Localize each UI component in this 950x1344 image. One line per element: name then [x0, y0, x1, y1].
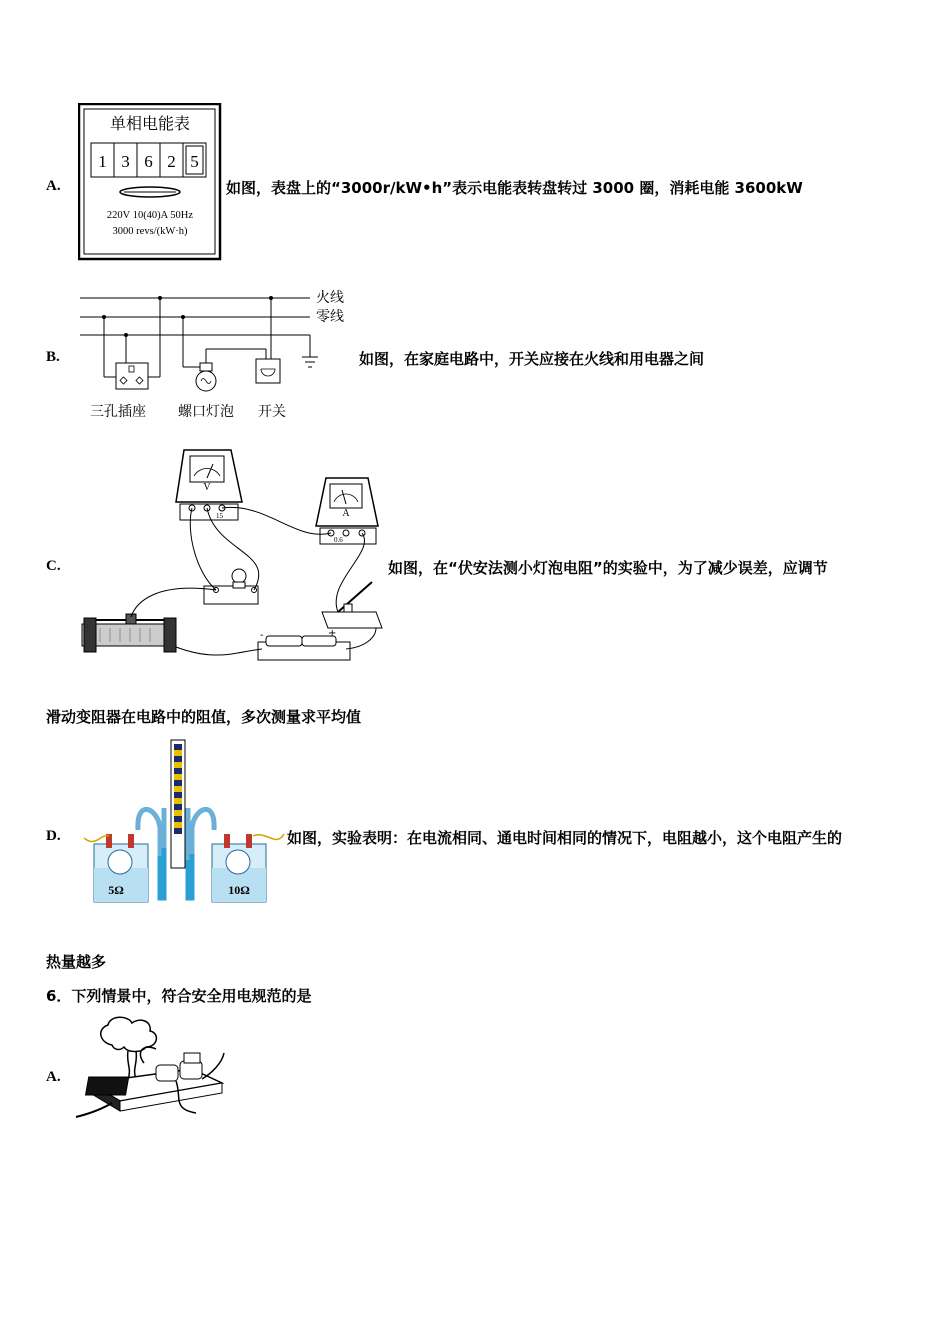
- option-a-letter: A.: [46, 178, 61, 194]
- battery-negative: -: [260, 630, 264, 641]
- ammeter-symbol: A: [342, 508, 350, 519]
- option-d-text: 如图，实验表明：在电流相同、通电时间相同的情况下，电阻越小，这个电阻产生的: [287, 829, 843, 847]
- voltammetry-circuit-figure: [76, 442, 386, 667]
- meter-digit: 1: [98, 152, 107, 171]
- option-c-letter: C.: [46, 558, 61, 574]
- voltmeter-symbol: V: [203, 482, 211, 493]
- question-6-stem: 6．下列情景中，符合安全用电规范的是: [46, 987, 312, 1005]
- option-b-text: 如图，在家庭电路中，开关应接在火线和用电器之间: [359, 350, 705, 368]
- joule-heat-experiment-figure: [76, 738, 288, 910]
- voltmeter-terminal: 15: [216, 512, 223, 520]
- option-c-text-continued: 滑动变阻器在电路中的阻值，多次测量求平均值: [46, 708, 362, 726]
- meter-spec-2: 3000 revs/(kW·h): [112, 226, 188, 237]
- socket-label: 三孔插座: [90, 404, 146, 420]
- question-6-option-a-letter: A.: [46, 1069, 61, 1085]
- battery-positive: +: [328, 628, 337, 639]
- meter-digit: 5: [190, 152, 199, 171]
- ammeter-terminal: 0.6: [334, 536, 343, 544]
- option-b-letter: B.: [46, 349, 60, 365]
- meter-digit: 6: [144, 152, 153, 171]
- resistor-left-label: 5Ω: [108, 883, 124, 897]
- switch-label: 开关: [258, 404, 286, 420]
- option-c-text: 如图，在“伏安法测小灯泡电阻”的实验中，为了减少误差，应调节: [388, 559, 828, 577]
- option-a-text: 如图，表盘上的“3000r/kW•h”表示电能表转盘转过 3000 圈，消耗电能 3600kW: [226, 179, 803, 197]
- option-d-letter: D.: [46, 828, 61, 844]
- meter-digit: 2: [167, 152, 176, 171]
- live-wire-label: 火线: [316, 290, 344, 306]
- overloaded-power-strip-figure: [72, 1013, 227, 1123]
- meter-digit: 3: [121, 152, 130, 171]
- meter-spec-1: 220V 10(40)A 50Hz: [106, 210, 194, 221]
- electric-meter-figure: [78, 103, 222, 261]
- neutral-wire-label: 零线: [316, 309, 344, 325]
- meter-title: 单相电能表: [109, 114, 191, 133]
- bulb-label: 螺口灯泡: [178, 404, 234, 420]
- resistor-right-label: 10Ω: [228, 883, 250, 897]
- household-circuit-figure: [78, 285, 353, 425]
- option-d-text-continued: 热量越多: [46, 953, 107, 971]
